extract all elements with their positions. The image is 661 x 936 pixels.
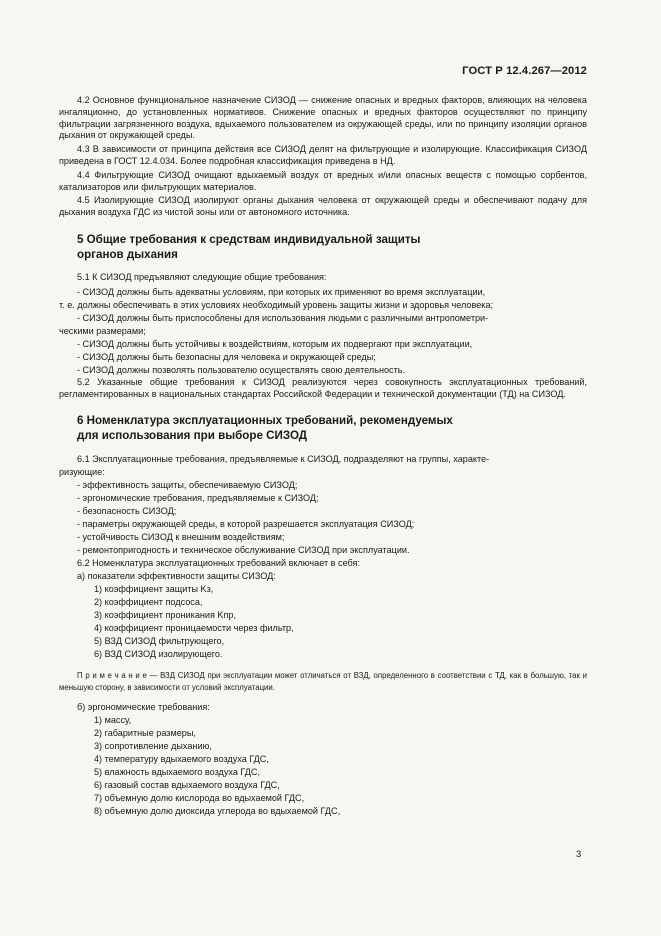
section-5-heading: 5 Общие требования к средствам индивидуальной защиты органов дыхания bbox=[77, 232, 421, 261]
list-item: - параметры окружающей среды, в которой разрешается эксплуатация СИЗОД; bbox=[77, 519, 415, 530]
note: П р и м е ч а н и е — ВЗД СИЗОД при эксплуатации может отличаться от ВЗД, определенного в соответствии с ТД, как в большую, так и меньшую сторону, в зависимости от условий эксплуатации. bbox=[59, 671, 587, 693]
section-6-heading: 6 Номенклатура эксплуатационных требований, рекомендуемых для использования при выборе СИЗОД bbox=[77, 414, 453, 443]
list-item: - СИЗОД должны быть приспособлены для использования людьми с различными антропометри- bbox=[77, 312, 489, 323]
paragraph-5-1: 5.1 К СИЗОД предъявляют следующие общие требования: bbox=[77, 271, 327, 282]
paragraph-4-5: 4.5 Изолирующие СИЗОД изолируют органы дыхания человека от окружающей среды и обеспечивают подачу для дыхания воздуха ГДС из чистой зоны или от автономного источника. bbox=[59, 195, 587, 218]
list-item: 5) ВЗД СИЗОД фильтрующего, bbox=[94, 636, 225, 647]
list-item: - СИЗОД должны быть безопасны для человека и окружающей среды; bbox=[77, 351, 376, 362]
list-item-continuation: т. е. должны обеспечивать в этих условиях необходимый уровень защиты жизни и здоровья человека; bbox=[59, 299, 494, 310]
paragraph-4-3: 4.3 В зависимости от принципа действия все СИЗОД делят на фильтрующие и изолирующие. Классификация СИЗОД приведена в ГОСТ 12.4.034. Более подробная классификация приведена в НД. bbox=[59, 144, 587, 166]
list-item: - безопасность СИЗОД; bbox=[77, 506, 177, 517]
list-item: - эффективность защиты, обеспечиваемую СИЗОД; bbox=[77, 480, 298, 491]
list-item: 4) температуру вдыхаемого воздуха ГДС, bbox=[94, 754, 269, 765]
paragraph-5-2: 5.2 Указанные общие требования к СИЗОД реализуются через совокупность эксплуатационных требований, регламентированных в национальных стандартах Российской Федерации и технической документации (ТД) на СИЗОД. bbox=[59, 376, 587, 399]
list-item: - СИЗОД должны быть адекватны условиям, при которых их применяют во время эксплуатации, bbox=[77, 286, 486, 297]
section-6-groups bbox=[59, 479, 587, 557]
list-item: 8) объемную долю диоксида углерода во вдыхаемой ГДС, bbox=[94, 806, 341, 817]
list-item: 4) коэффициент проницаемости через фильтр, bbox=[94, 623, 294, 634]
list-item: - СИЗОД должны позволять пользователю осуществлять свою деятельность. bbox=[77, 364, 406, 375]
list-item: 3) коэффициент проникания Kпр, bbox=[94, 610, 236, 621]
list-item: 5) влажность вдыхаемого воздуха ГДС, bbox=[94, 767, 260, 778]
list-item: - эргономические требования, предъявляемые к СИЗОД; bbox=[77, 493, 319, 504]
list-item: 2) коэффициент подсоса, bbox=[94, 597, 203, 608]
list-item: - ремонтопригодность и техническое обслуживание СИЗОД при эксплуатации. bbox=[77, 545, 410, 556]
paragraph-4-4: 4.4 Фильтрующие СИЗОД очищают вдыхаемый воздух от вредных и/или опасных веществ с помощью сорбентов, катализаторов или фильтрующих материалов. bbox=[59, 169, 587, 192]
list-item: 1) коэффициент защиты Kз, bbox=[94, 584, 214, 595]
list-item: 7) объемную долю кислорода во вдыхаемой ГДС, bbox=[94, 793, 305, 804]
list-item: - устойчивость СИЗОД к внешним воздействиям; bbox=[77, 532, 285, 543]
subsection-b-list bbox=[59, 714, 587, 818]
paragraph-6-1-continuation: ризующие: bbox=[59, 467, 105, 478]
list-item: 3) сопротивление дыханию, bbox=[94, 741, 212, 752]
subsection-a-heading: а) показатели эффективности защиты СИЗОД: bbox=[77, 571, 276, 582]
list-item: 1) массу, bbox=[94, 715, 132, 726]
list-item: 6) газовый состав вдыхаемого воздуха ГДС, bbox=[94, 780, 280, 791]
subsection-b-heading: б) эргономические требования: bbox=[77, 702, 210, 713]
section-5-list bbox=[59, 286, 587, 377]
paragraph-6-2: 6.2 Номенклатура эксплуатационных требований включает в себя: bbox=[77, 558, 360, 569]
list-item: - СИЗОД должны быть устойчивы к воздействиям, которым их подвергают при эксплуатации, bbox=[77, 338, 473, 349]
paragraph-6-1: 6.1 Эксплуатационные требования, предъявляемые к СИЗОД, подразделяют на группы, характе- bbox=[77, 454, 490, 465]
list-item: 2) габаритные размеры, bbox=[94, 728, 196, 739]
subsection-a-list bbox=[59, 583, 587, 661]
paragraph-4-2: 4.2 Основное функциональное назначение СИЗОД — снижение опасных и вредных факторов, влияющих на человека ингаляционно, до установленных нормативов. Снижение опасных и вредных факторов осуществляют по принципу фильтрации загрязненного воздуха, вдыхаемого пользователем из окружающей среды, или по принципу изоляции органов дыхания от окружающей среды. bbox=[59, 95, 587, 141]
document-header: ГОСТ Р 12.4.267—2012 bbox=[462, 65, 587, 77]
page-number: 3 bbox=[576, 849, 582, 860]
list-item-continuation: ческими размерами; bbox=[59, 325, 146, 336]
list-item: 6) ВЗД СИЗОД изолирующего. bbox=[94, 649, 223, 660]
document-body bbox=[59, 95, 587, 818]
